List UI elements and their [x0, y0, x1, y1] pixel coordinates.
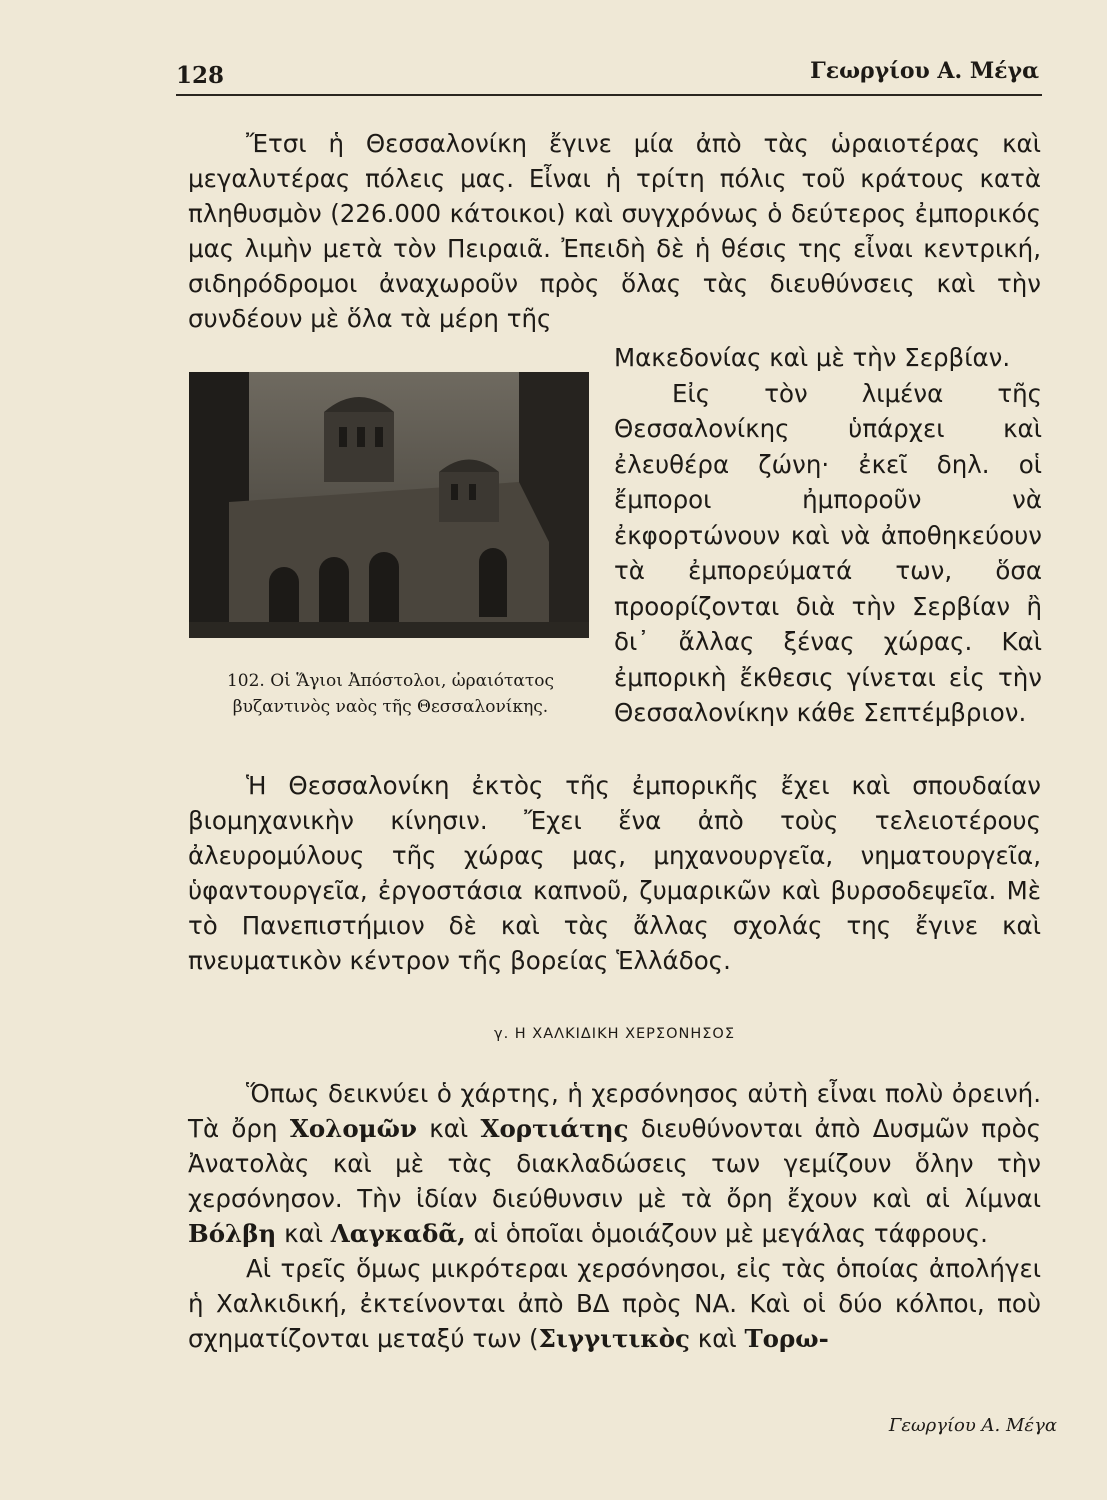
section-title: γ. Η ΧΑΛΚΙΔΙΚΗ ΧΕΡΣΟΝΗΣΟΣ [494, 1026, 735, 1042]
paragraph-continuation: Μακεδονίας καὶ μὲ τὴν Σερβίαν. [614, 343, 1011, 372]
paragraph-mountains [188, 1076, 1041, 1251]
gulf-name: Τορω- [744, 1324, 829, 1353]
text-run: αἱ ὁποῖαι ὁμοιάζουν μὲ μεγάλας τάφρους. [465, 1219, 988, 1248]
text-run: Ὅπως δεικνύει ὁ χάρτης, ἡ χερσόνησος αὐτὴ εἶναι πολὺ ὀρεινή. Τὰ ὄρη [188, 1079, 1041, 1143]
mountain-name: Χολομῶν [289, 1114, 417, 1143]
text-run: διευθύνονται ἀπὸ Δυσμῶν πρὸς Ἀνατολὰς καὶ μὲ τὰς διακλαδώσεις των γεμίζουν ὅλην τὴν χερσόνησον. Τὴν ἰδίαν διεύθυνσιν μὲ τὰ ὄρη ἔχουν καὶ αἱ λίμναι [188, 1114, 1041, 1213]
church-photo [189, 372, 589, 638]
paragraph-industry: Ἡ Θεσσαλονίκη ἐκτὸς τῆς ἐμπορικῆς ἔχει καὶ σπουδαίαν βιομηχανικὴν κίνησιν. Ἔχει ἕνα ἀπὸ τοὺς τελειοτέρους ἀλευρομύλους τῆς χώρας μας, μηχανουργεῖα, νηματουργεῖα, ὑφαντουργεῖα, ἐργοστάσια καπνοῦ, ζυμαρικῶν καὶ βυρσοδεψεῖα. Μὲ τὸ Πανεπιστήμιον δὲ καὶ τὰς ἄλλας σχολάς της ἔγινε καὶ πνευματικὸν κέντρον τῆς βορείας Ἑλλάδος. [188, 771, 1041, 975]
chalkidiki-text [188, 1076, 1041, 1356]
lake-name: Λαγκαδᾶ, [330, 1219, 466, 1248]
paragraph-peninsulas [188, 1251, 1041, 1356]
gulf-name: Σιγγιτικὸς [538, 1324, 690, 1353]
text-run: καὶ [416, 1114, 481, 1143]
page-number: 128 [176, 62, 225, 89]
running-header-author: Γεωργίου Α. Μέγα [810, 58, 1039, 84]
wrapped-text-column [614, 340, 1042, 731]
text-run: καὶ [689, 1324, 745, 1353]
footer-author: Γεωργίου Α. Μέγα [888, 1415, 1057, 1436]
text-run: Αἱ τρεῖς ὅμως μικρότεραι χερσόνησοι, εἰς τὰς ὁποίας ἀπολήγει ἡ Χαλκιδική, ἐκτείνονται ἀπὸ ΒΔ πρὸς ΝΑ. Καὶ οἱ δύο κόλποι, ποὺ σχηματίζονται μεταξύ των ( [188, 1254, 1041, 1353]
figure-caption: 102. Οἱ Ἅγιοι Ἀπόστολοι, ὡραιότατος βυζαντινὸς ναὸς τῆς Θεσσαλονίκης. [226, 671, 555, 717]
paragraph-thessaloniki-intro: Ἔτσι ἡ Θεσσαλονίκη ἔγινε μία ἀπὸ τὰς ὡραιοτέρας καὶ μεγαλυτέρας πόλεις μας. Εἶναι ἡ τρίτη πόλις τοῦ κράτους κατὰ πληθυσμὸν (226.000 κάτοικοι) καὶ συγχρόνως ὁ δεύτερος ἐμπορικός μας λιμὴν μετὰ τὸν Πειραιᾶ. Ἐπειδὴ δὲ ἡ θέσις της εἶναι κεντρική, σιδηρόδρομοι ἀναχωροῦν πρὸς ὅλας τὰς διευθύνσεις καὶ τὴν συνδέουν μὲ ὅλα τὰ μέρη τῆς [188, 129, 1041, 333]
header-rule [176, 94, 1042, 96]
paragraph-free-zone: Εἰς τὸν λιμένα τῆς Θεσσαλονίκης ὑπάρχει καὶ ἐλευθέρα ζώνη· ἐκεῖ δηλ. οἱ ἔμποροι ἠμποροῦν νὰ ἐκφορτώνουν καὶ νὰ ἀποθηκεύουν τὰ ἐμπορεύματά των, ὅσα προορίζονται διὰ τὴν Σερβίαν ἢ δι᾿ ἄλλας ξένας χώρας. Καὶ ἐμπορικὴ ἔκθεσις γίνεται εἰς τὴν Θεσσαλονίκην κάθε Σεπτέμβριον. [614, 378, 1042, 727]
mountain-name: Χορτιάτης [480, 1114, 629, 1143]
text-run: καὶ [276, 1219, 331, 1248]
lake-name: Βόλβη [188, 1219, 277, 1248]
